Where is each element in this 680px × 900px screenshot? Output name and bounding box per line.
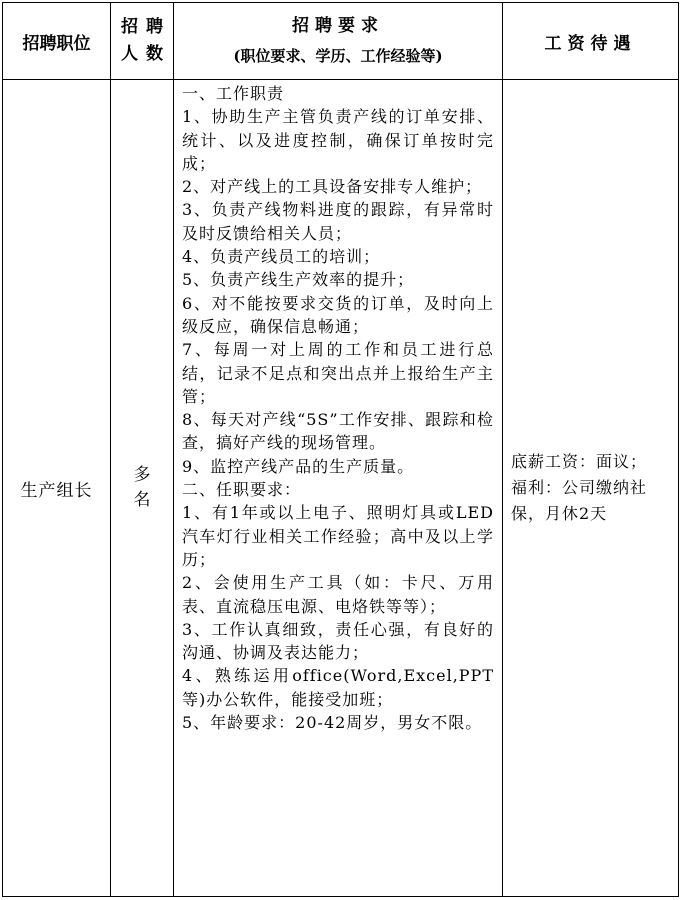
req-line: 4、熟练运用office(Word,Excel,PPT等)办公软件，能接受加班； bbox=[182, 666, 494, 709]
req-line: 5、负责产线生产效率的提升； bbox=[182, 270, 415, 290]
req-line: 5、年龄要求：20-42周岁，男女不限。 bbox=[182, 713, 483, 733]
req-line: 1、有1年或以上电子、照明灯具或LED汽车灯行业相关工作经验；高中及以上学历； bbox=[182, 503, 494, 569]
req-line: 3、负责产线物料进度的跟踪，有异常时及时反馈给相关人员； bbox=[182, 200, 494, 243]
req-line: 7、每周一对上周的工作和员工进行总结，记录不足点和突出点并上报给生产主管； bbox=[182, 340, 494, 406]
req-line: 二、任职要求： bbox=[182, 480, 302, 500]
header-row bbox=[3, 3, 679, 80]
req-line: 2、会使用生产工具（如：卡尺、万用表、直流稳压电源、电烙铁等等）； bbox=[182, 573, 494, 616]
header-count-line1: 招聘 bbox=[121, 17, 171, 37]
req-line: 9、监控产线产品的生产质量。 bbox=[182, 456, 415, 476]
req-line: 6、对不能按要求交货的订单，及时向上级反应，确保信息畅通； bbox=[182, 293, 494, 336]
req-line: 一、工作职责 bbox=[182, 84, 285, 103]
count-line1: 多 bbox=[133, 465, 151, 485]
table-row bbox=[3, 80, 679, 897]
count-cell bbox=[111, 80, 174, 897]
req-line: 8、每天对产线“5S”工作安排、跟踪和检查，搞好产线的现场管理。 bbox=[182, 410, 494, 453]
header-requirements-line1: 招聘要求 bbox=[292, 16, 384, 36]
pay-cell bbox=[503, 80, 679, 897]
header-count bbox=[111, 3, 174, 80]
req-line: 4、负责产线员工的培训； bbox=[182, 247, 381, 267]
req-line: 1、协助生产主管负责产线的订单安排、统计、以及进度控制，确保订单按时完成； bbox=[182, 107, 494, 173]
recruitment-table bbox=[2, 2, 679, 897]
requirements-cell bbox=[174, 80, 503, 897]
header-count-line2: 人数 bbox=[121, 44, 171, 64]
header-requirements-line2: (职位要求、学历、工作经验等) bbox=[233, 47, 443, 65]
req-line: 2、对产线上的工具设备安排专人维护； bbox=[182, 177, 483, 197]
pay-line2: 福利：公司缴纳社保，月休2天 bbox=[511, 478, 648, 523]
position-cell: 生产组长 bbox=[3, 80, 111, 897]
count-line2: 名 bbox=[133, 490, 151, 510]
header-pay: 工资待遇 bbox=[503, 3, 679, 80]
pay-line1: 底薪工资：面议； bbox=[511, 452, 648, 471]
header-position: 招聘职位 bbox=[3, 3, 111, 80]
req-line: 3、工作认真细致，责任心强，有良好的沟通、协调及表达能力； bbox=[182, 619, 494, 663]
header-requirements bbox=[174, 3, 503, 80]
